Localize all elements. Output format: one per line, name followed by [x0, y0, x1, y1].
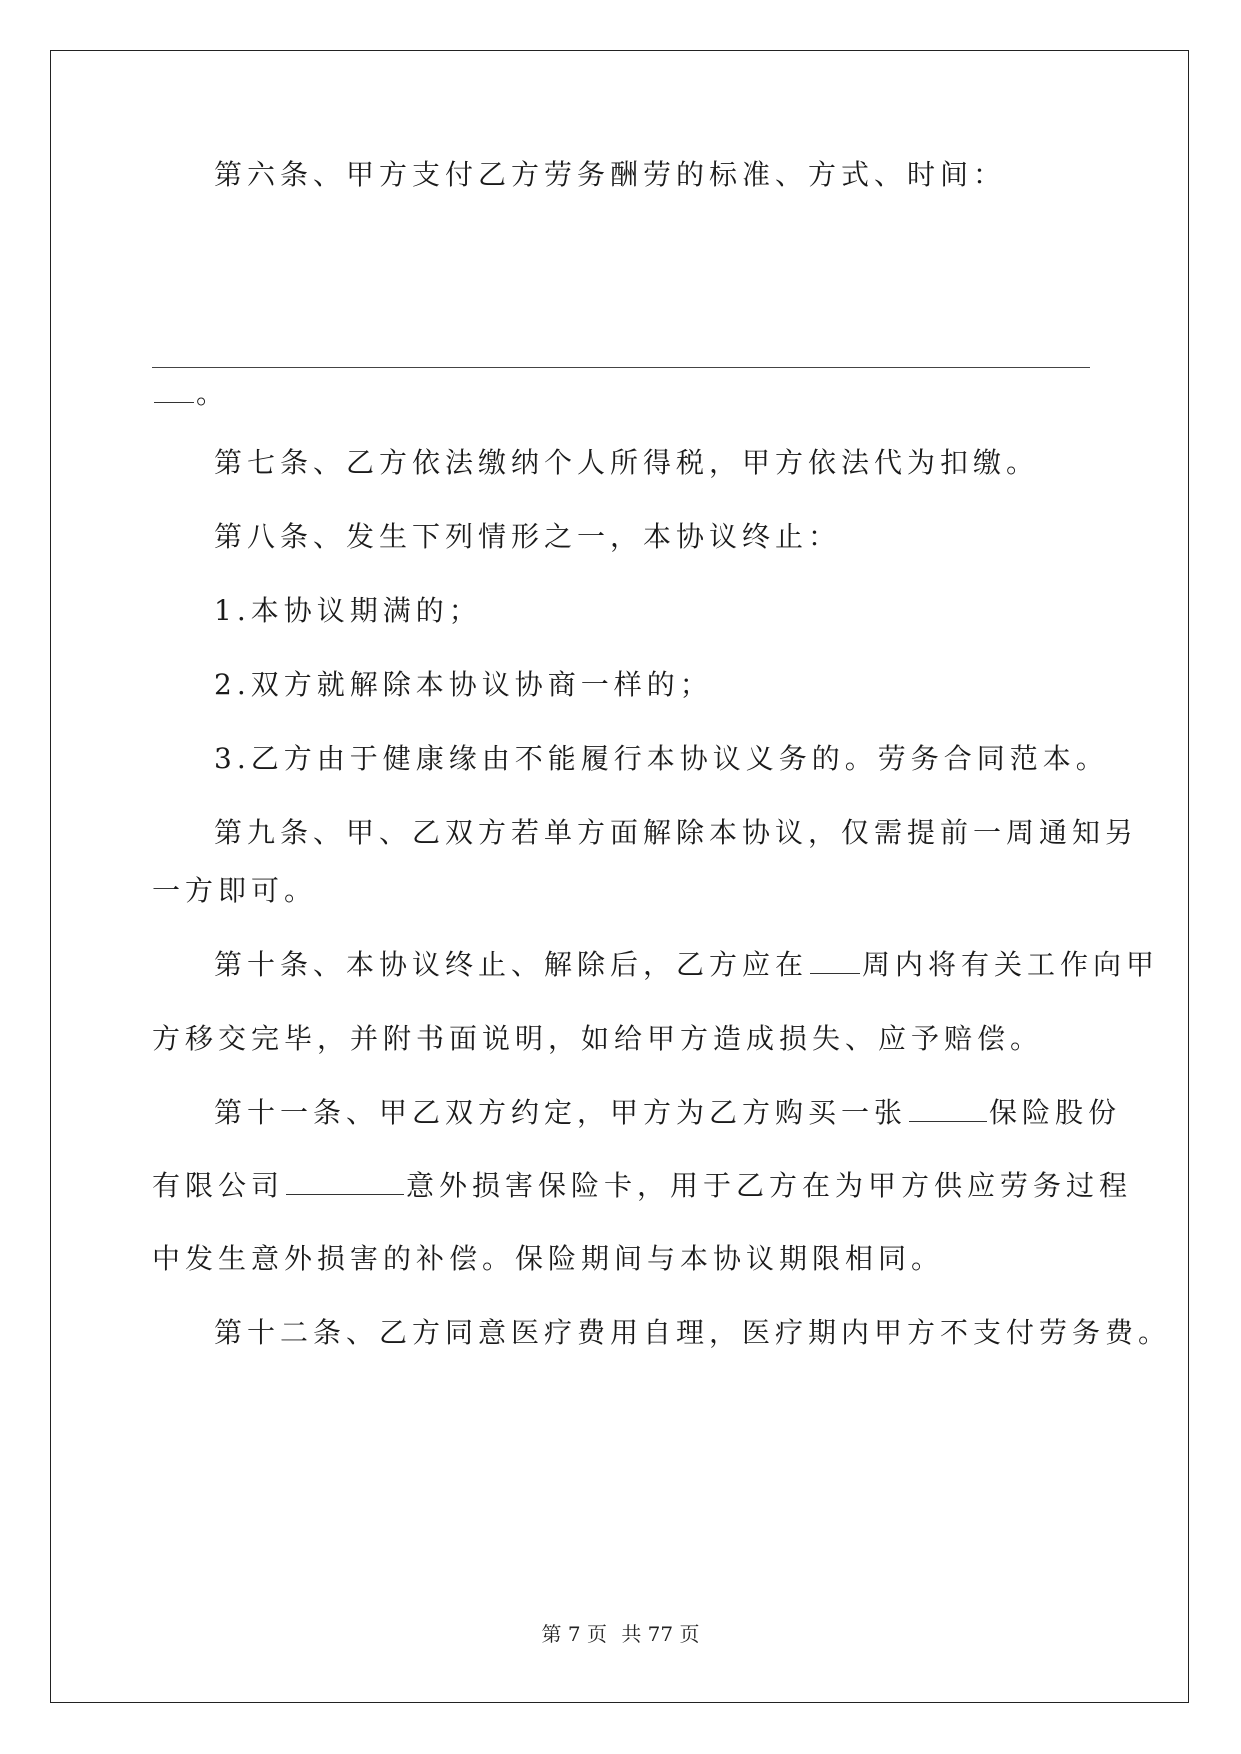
blank-field — [909, 1095, 987, 1122]
blank-field — [810, 947, 860, 974]
clause-10-line-1: 第十条、本协议终止、解除后，乙方应在 周内将有关工作向甲 — [214, 948, 1160, 981]
page-total: 共 77 页 — [621, 1622, 700, 1646]
clause-8-item-2: 2.双方就解除本协议协商一样的； — [214, 668, 713, 701]
clause-11-line-1: 第十一条、甲乙双方约定，甲方为乙方购买一张 保险股份 — [214, 1096, 1122, 1129]
clause-8: 第八条、发生下列情形之一，本协议终止： — [214, 520, 842, 553]
clause-8-item-3: 3.乙方由于健康缘由不能履行本协议义务的。劳务合同范本。 — [214, 742, 1109, 775]
clause-12: 第十二条、乙方同意医疗费用自理，医疗期内甲方不支付劳务费。 — [214, 1316, 1172, 1349]
clause-11-line-3: 中发生意外损害的补偿。保险期间与本协议期限相同。 — [152, 1242, 945, 1275]
clause-6-end: 。 — [152, 376, 229, 412]
page-number: 第 7 页 — [541, 1622, 607, 1646]
clause-6: 第六条、甲方支付乙方劳务酬劳的标准、方式、时间： — [214, 158, 1007, 191]
clause-8-item-1: 1.本协议期满的； — [214, 594, 482, 627]
clause-9-line-1: 第九条、甲、乙双方若单方面解除本协议，仅需提前一周通知另 — [214, 816, 1139, 849]
clause-10-line-2: 方移交完毕，并附书面说明，如给甲方造成损失、应予赔偿。 — [152, 1022, 1044, 1055]
clause-11-line-2: 有限公司 意外损害保险卡，用于乙方在为甲方供应劳务过程 — [152, 1169, 1133, 1202]
blank-field — [286, 1168, 404, 1195]
clause-7: 第七条、乙方依法缴纳个人所得税，甲方依法代为扣缴。 — [214, 446, 1040, 479]
blank-field — [154, 376, 194, 403]
blank-rule — [152, 367, 1090, 368]
clause-9-line-2: 一方即可。 — [152, 874, 318, 907]
page-footer — [0, 1618, 1241, 1647]
